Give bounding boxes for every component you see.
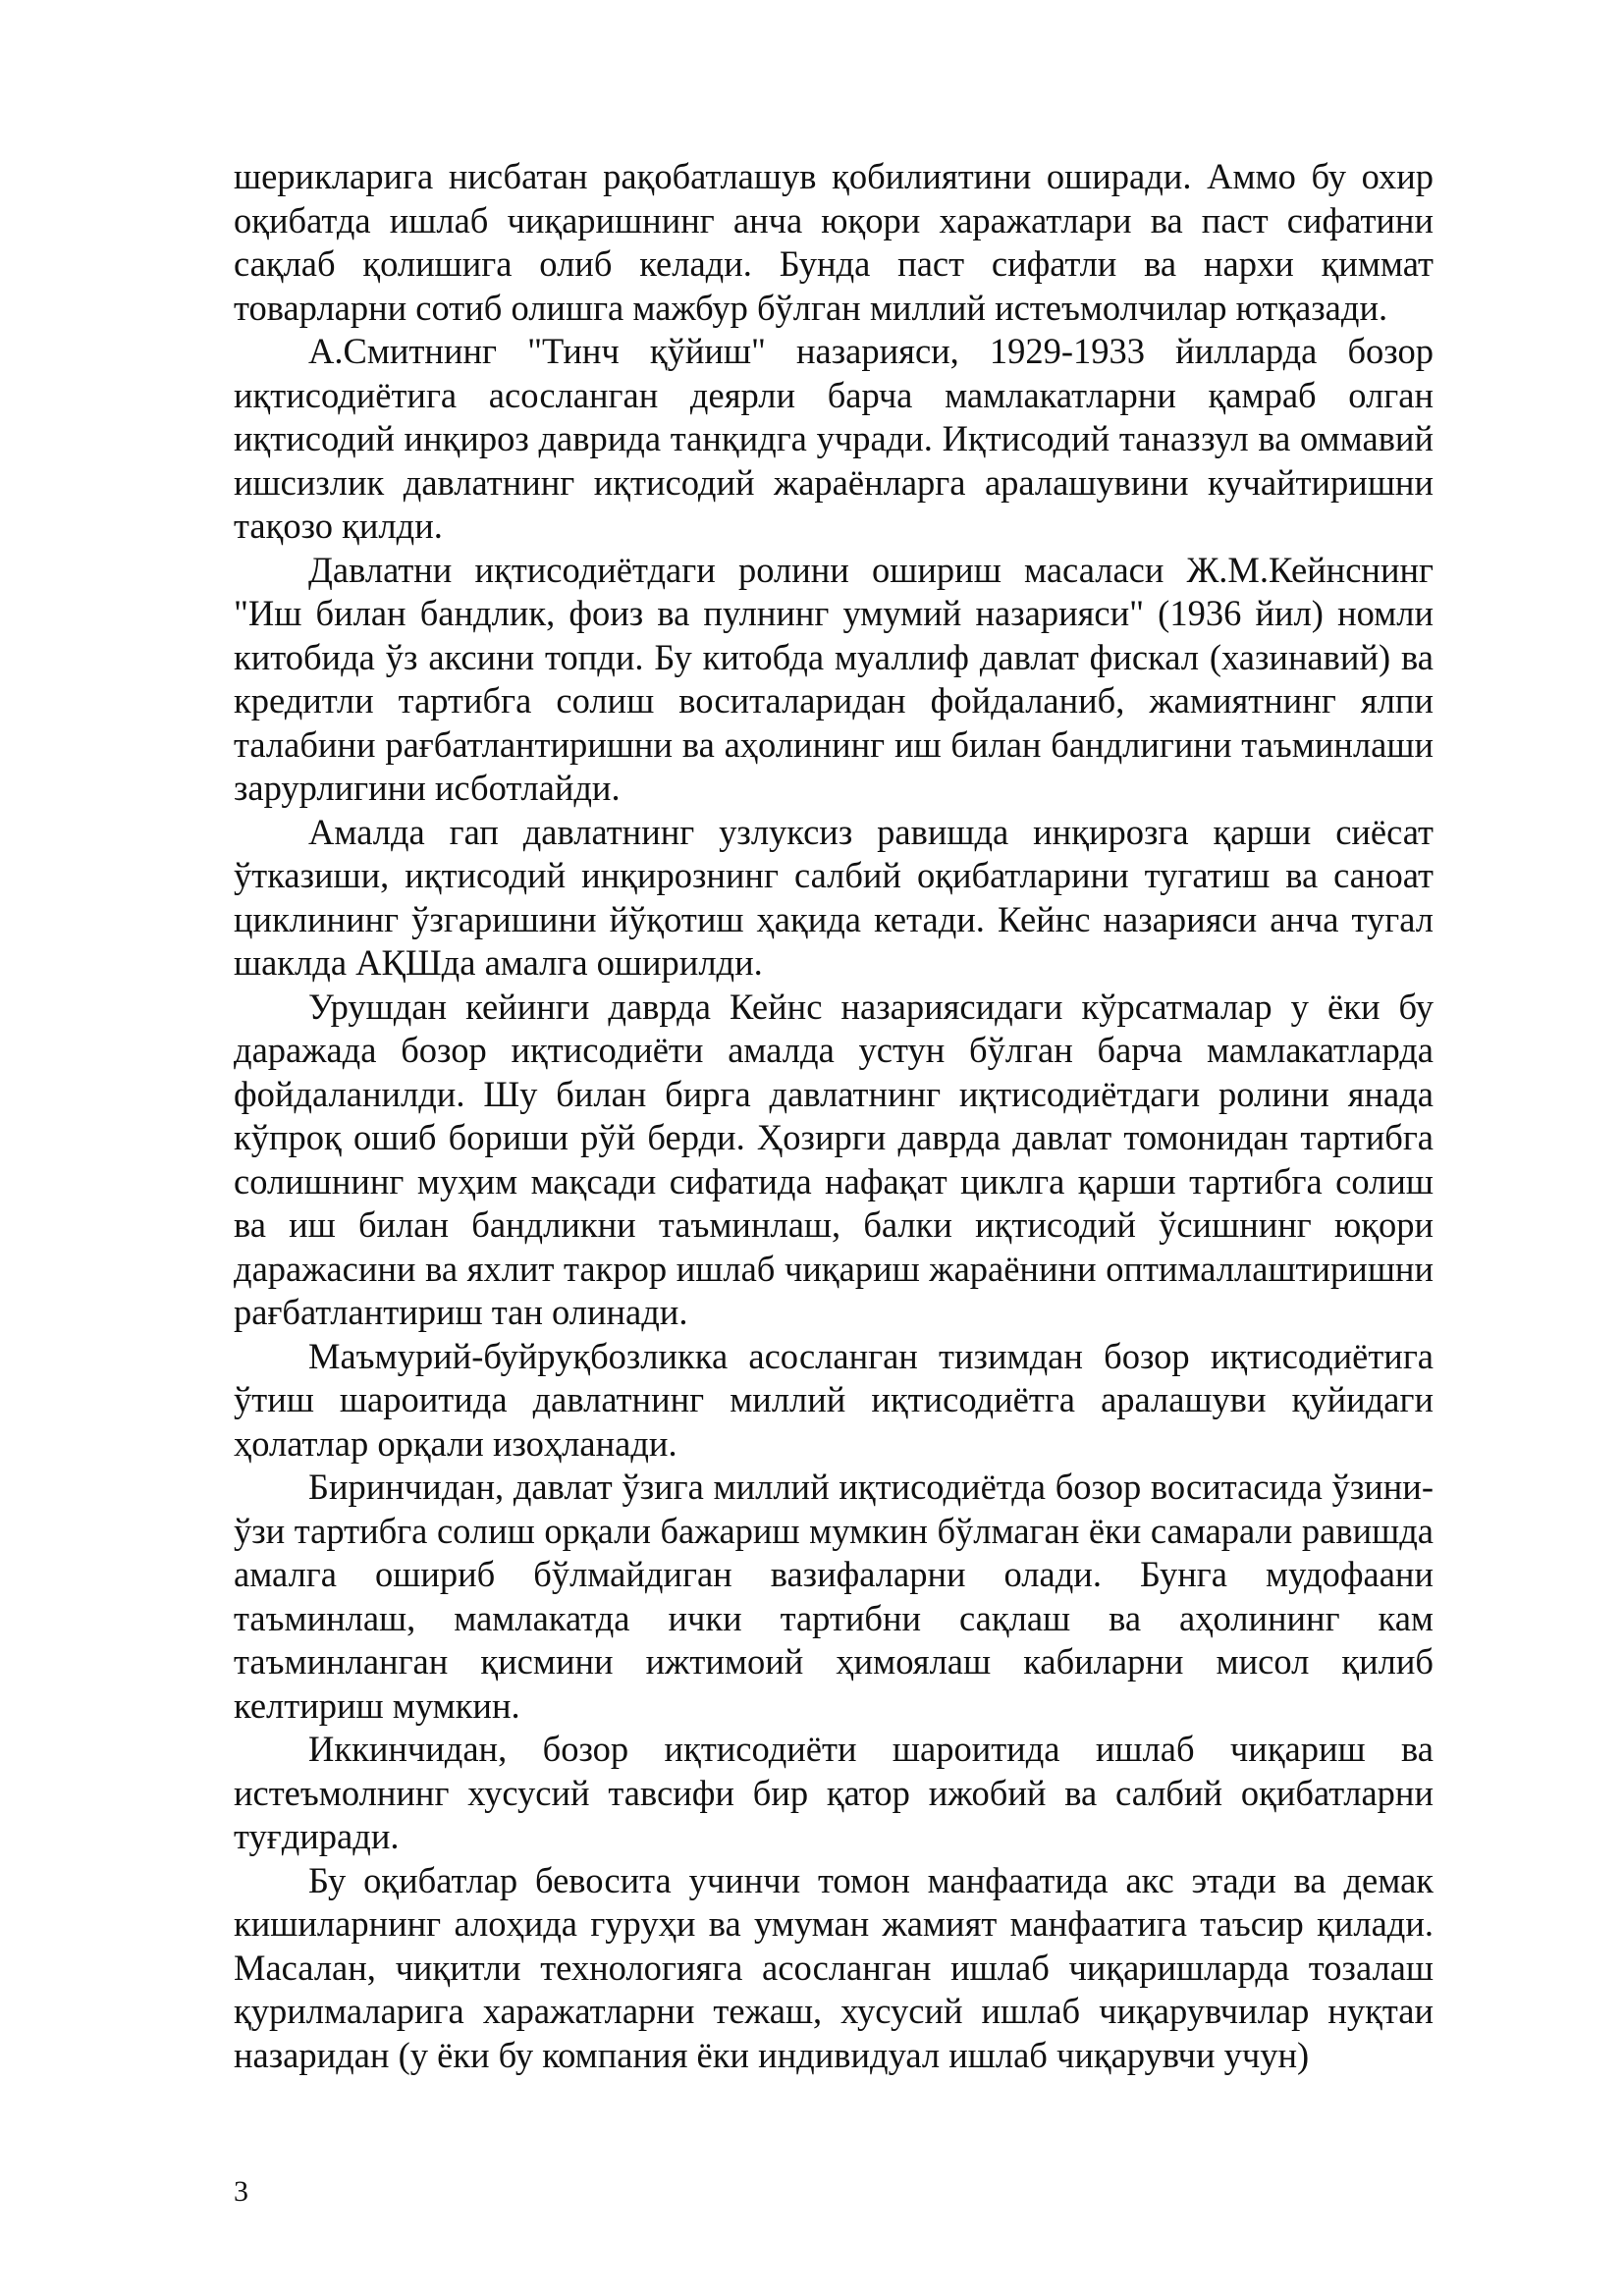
paragraph-4: Амалда гап давлатнинг узлуксиз равишда инқирозга қарши сиёсат ўтказиши, иқтисодий инқирознинг салбий оқибатларини тугатиш ва саноат циклининг ўзгаришини йўқотиш ҳақида кетади. Кейнс назарияси анча тугал шаклда АҚШда амалга оширилди. xyxy=(234,811,1434,983)
body-text xyxy=(234,155,1434,2077)
paragraph-8: Иккинчидан, бозор иқтисодиёти шароитида ишлаб чиқариш ва истеъмолнинг хусусий тавсифи бир қатор ижобий ва салбий оқибатларни туғдиради. xyxy=(234,1729,1434,1856)
paragraph-1: шерикларига нисбатан рақобатлашув қобилиятини оширади. Аммо бу охир оқибатда ишлаб чиқаришнинг анча юқори харажатлари ва паст сифатини сақлаб қолишига олиб келади. Бунда паст сифатли ва нархи қиммат товарларни сотиб олишга мажбур бўлган миллий истеъмолчилар ютқазади. xyxy=(234,156,1434,328)
paragraph-9: Бу оқибатлар бевосита учинчи томон манфаатида акс этади ва демак кишиларнинг алоҳида гуруҳи ва умуман жамият манфаатига таъсир қилади. Масалан, чиқитли технологияга асосланган ишлаб чиқаришларда тозалаш қурилмаларига харажатларни тежаш, хусусий ишлаб чиқарувчилар нуқтаи назаридан (у ёки бу компания ёки индивидуал ишлаб чиқарувчи учун) xyxy=(234,1859,1434,2075)
page-number: 3 xyxy=(234,2175,248,2208)
paragraph-2: А.Смитнинг "Тинч қўйиш" назарияси, 1929-1933 йилларда бозор иқтисодиётига асосланган деярли барча мамлакатларни қамраб олган иқтисодий инқироз даврида танқидга учради. Иқтисодий таназзул ва оммавий ишсизлик давлатнинг иқтисодий жараёнларга аралашувини кучайтиришни тақозо қилди. xyxy=(234,331,1434,546)
paragraph-5: Урушдан кейинги даврда Кейнс назариясидаги кўрсатмалар у ёки бу даражада бозор иқтисодиёти амалда устун бўлган барча мамлакатларда фойдаланилди. Шу билан бирга давлатнинг иқтисодиётдаги ролини янада кўпроқ ошиб бориши рўй берди. Ҳозирги даврда давлат томонидан тартибга солишнинг муҳим мақсади сифатида нафақат циклга қарши тартибга солиш ва иш билан бандликни таъминлаш, балки иқтисодий ўсишнинг юқори даражасини ва яхлит такрор ишлаб чиқариш жараёнини оптималлаштиришни рағбатлантириш тан олинади. xyxy=(234,986,1434,1332)
paragraph-6: Маъмурий-буйруқбозликка асосланган тизимдан бозор иқтисодиётига ўтиш шароитида давлатнинг миллий иқтисодиётга аралашуви қуйидаги ҳолатлар орқали изоҳланади. xyxy=(234,1335,1434,1464)
paragraph-7: Биринчидан, давлат ўзига миллий иқтисодиётда бозор воситасида ўзини-ўзи тартибга солиш орқали бажариш мумкин бўлмаган ёки самарали равишда амалга ошириб бўлмайдиган вазифаларни олади. Бунга мудофаани таъминлаш, мамлакатда ички тартибни сақлаш ва аҳолининг кам таъминланган қисмини ижтимоий ҳимоялаш кабиларни мисол қилиб келтириш мумкин. xyxy=(234,1467,1434,1726)
paragraph-3: Давлатни иқтисодиётдаги ролини ошириш масаласи Ж.М.Кейнснинг "Иш билан бандлик, фоиз ва пулнинг умумий назарияси" (1936 йил) номли китобида ўз аксини топди. Бу китобда муаллиф давлат фискал (хазинавий) ва кредитли тартибга солиш воситаларидан фойдаланиб, жамиятнинг ялпи талабини рағбатлантиришни ва аҳолининг иш билан бандлигини таъминлаши зарурлигини исботлайди. xyxy=(234,549,1434,808)
